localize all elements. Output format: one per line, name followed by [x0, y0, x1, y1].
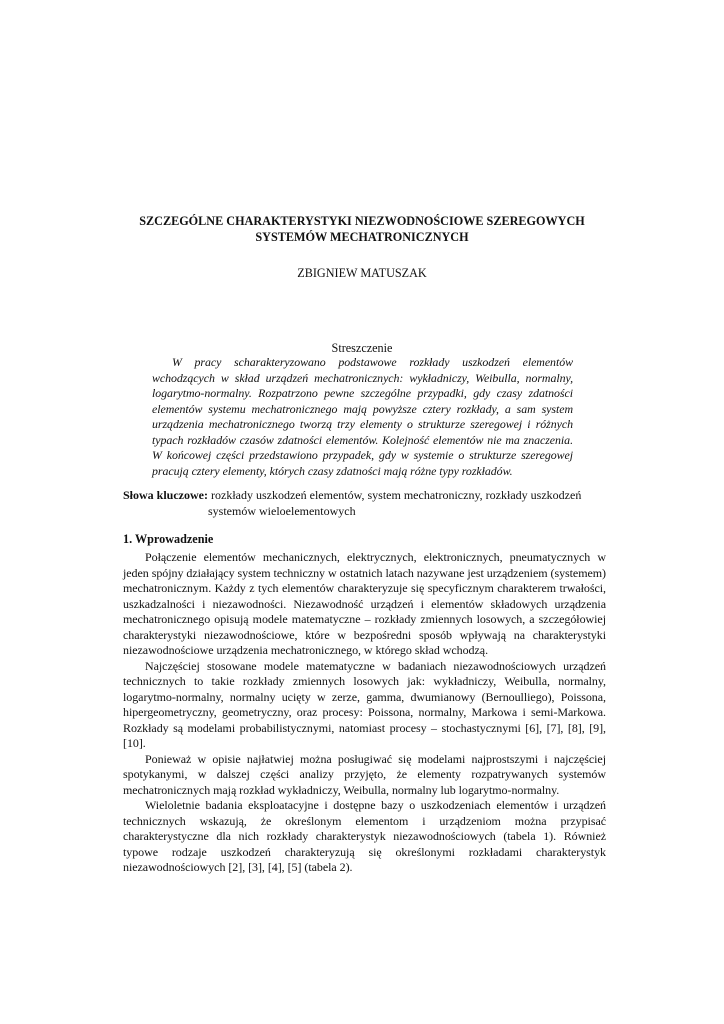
author-name: ZBIGNIEW MATUSZAK [297, 266, 427, 280]
abstract-text: W pracy scharakteryzowano podstawowe rozkłady uszkodzeń elementów wchodzących w skład urządzeń mechatronicznych: wykładniczy, Weibulla, normalny, logarytmo-normalny. Rozpatrzono pewne szczególne przypadki, gdy czasy zdatności elementów systemu mechatronicznego mają powyższe cztery rozkłady, a sam system urządzenia mechatronicznego tworzą trzy elementy o strukturze szeregowej i różnych typach rozkładów czasów zdatności elementów. Kolejność elementów nie ma znaczenia. W końcowej części przedstawiono przypadek, gdy w systemie o strukturze szeregowej pracują cztery elementy, których czasy zdatności mają różne typy rozkładów. [152, 355, 573, 478]
keywords-text-line1: rozkłady uszkodzeń elementów, system mechatroniczny, rozkłady uszkodzeń [208, 488, 582, 502]
title-line-1: SZCZEGÓLNE CHARAKTERYSTYKI NIEZWODNOŚCIOWE SZEREGOWYCH [139, 214, 585, 228]
paper-title [120, 213, 604, 245]
title-line-2: SYSTEMÓW MECHATRONICZNYCH [255, 230, 469, 244]
section-body [123, 550, 606, 876]
paragraph: Połączenie elementów mechanicznych, elektrycznych, elektronicznych, pneumatycznych w jeden spójny działający system techniczny w ostatnich latach nazywane jest urządzeniem (systemem) mechatronicznym. Każdy z tych elementów charakteryzuje się specyficznym charakterem trwałości, uszkadzalności i niezawodności. Niezawodność urządzeń i elementów składowych urządzenia mechatronicznego opisują modele matematyczne – rozkłady zmiennych losowych, a szczegółowiej charakterystyki niezawodnościowe, które w bezpośredni sposób wpływają na charakterystyki niezawodnościowe urządzenia mechatronicznego, w którego skład wchodzą. [123, 550, 606, 657]
keywords [123, 488, 595, 519]
section-heading: 1. Wprowadzenie [123, 532, 214, 546]
keywords-label: Słowa kluczowe: [123, 488, 208, 502]
keywords-text-line2: systemów wieloelementowych [208, 503, 356, 518]
paragraph: Ponieważ w opisie najłatwiej można posługiwać się modelami najprostszymi i najczęściej spotykanymi, w dalszej części analizy przyjęto, że elementy rozpatrywanych systemów mechatronicznych mają rozkład wykładniczy, Weibulla, normalny lub logarytmo-normalny. [123, 751, 606, 797]
paragraph: Najczęściej stosowane modele matematyczne w badaniach niezawodnościowych urządzeń technicznych to takie rozkłady zmiennych losowych jak: wykładniczy, Weibulla, normalny, logarytmo-normalny, normalny ucięty w zerze, gamma, dwumianowy (Bernoulliego), Poissona, hipergeometryczny, geometryczny, oraz procesy: Poissona, normalny, Markowa i semi-Markowa. Rozkłady są modelami probabilistycznymi, natomiast procesy – stochastycznymi [6], [7], [8], [9], [10]. [123, 658, 606, 750]
paragraph: Wieloletnie badania eksploatacyjne i dostępne bazy o uszkodzeniach elementów i urządzeń technicznych wskazują, że określonym elementom i urządzeniom można przypisać charakterystyczne dla nich rozkłady charakterystyk niezawodnościowych (tabela 1). Również typowe rodzaje uszkodzeń charakteryzują się określonymi rozkładami charakterystyk niezawodnościowych [2], [3], [4], [5] (tabela 2). [123, 798, 606, 874]
abstract-heading: Streszczenie [331, 341, 393, 355]
